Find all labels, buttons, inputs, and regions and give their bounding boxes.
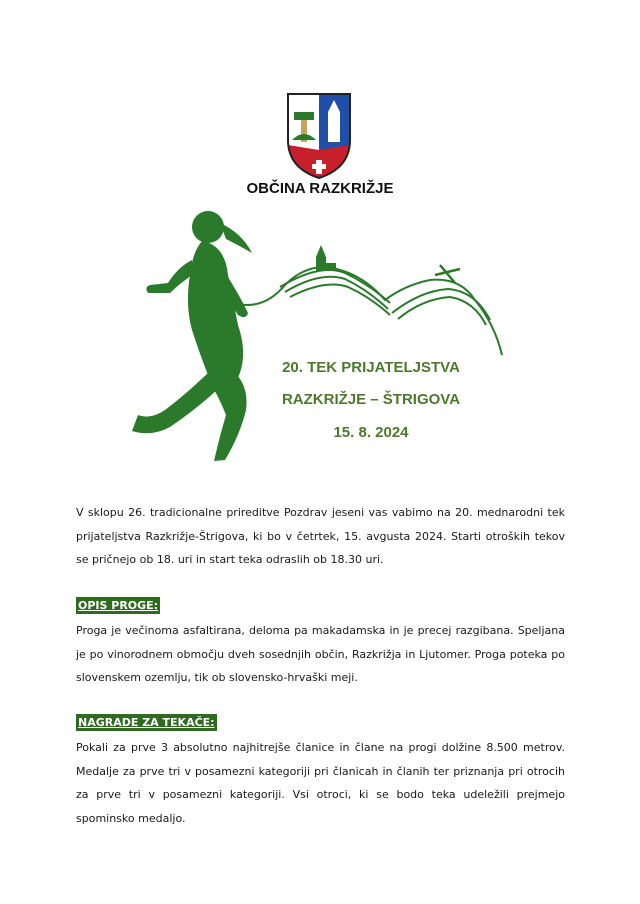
event-title-line2: RAZKRIŽJE – ŠTRIGOVA [281,391,461,408]
awards-paragraph: Pokali za prve 3 absolutno najhitrejše članice in člane na progi dolžine 8.500 metrov. Medalje za prve tri v posamezni kategoriji pri članicah in članih ter priznanja pri otrocih za prve tri v posamezni kategoriji. Vsi otroci, ki se bodo teka udeležili prejmejo spominsko medaljo. [76,741,565,825]
awards-heading: NAGRADE ZA TEKAČE: [78,716,215,729]
track-heading: OPIS PROGE: [78,599,159,612]
coat-of-arms-logo [284,90,354,180]
runner-illustration [130,205,530,490]
track-paragraph: Proga je večinoma asfaltirana, deloma pa makadamska in je precej razgibana. Speljana je po vinorodnem območju dveh sosednjih občin, Razkrižja in Ljutomer. Proga poteka po slovenskem ozemlju, tik ob slovensko-hrvaški meji. [76,624,565,684]
intro-paragraph: V sklopu 26. tradicionalne prireditve Pozdrav jeseni vas vabimo na 20. mednarodni tek prijateljstva Razkrižje-Štrigova, ki bo v četrtek, 15. avgusta 2024. Starti otroških tekov se pričnejo ob 18. uri in start teka odraslih ob 18.30 uri. [76,506,565,566]
municipality-name: OBČINA RAZKRIŽJE [246,180,394,197]
event-title-line1: 20. TEK PRIJATELJSTVA [282,359,460,376]
event-date: 15. 8. 2024 [333,424,409,441]
